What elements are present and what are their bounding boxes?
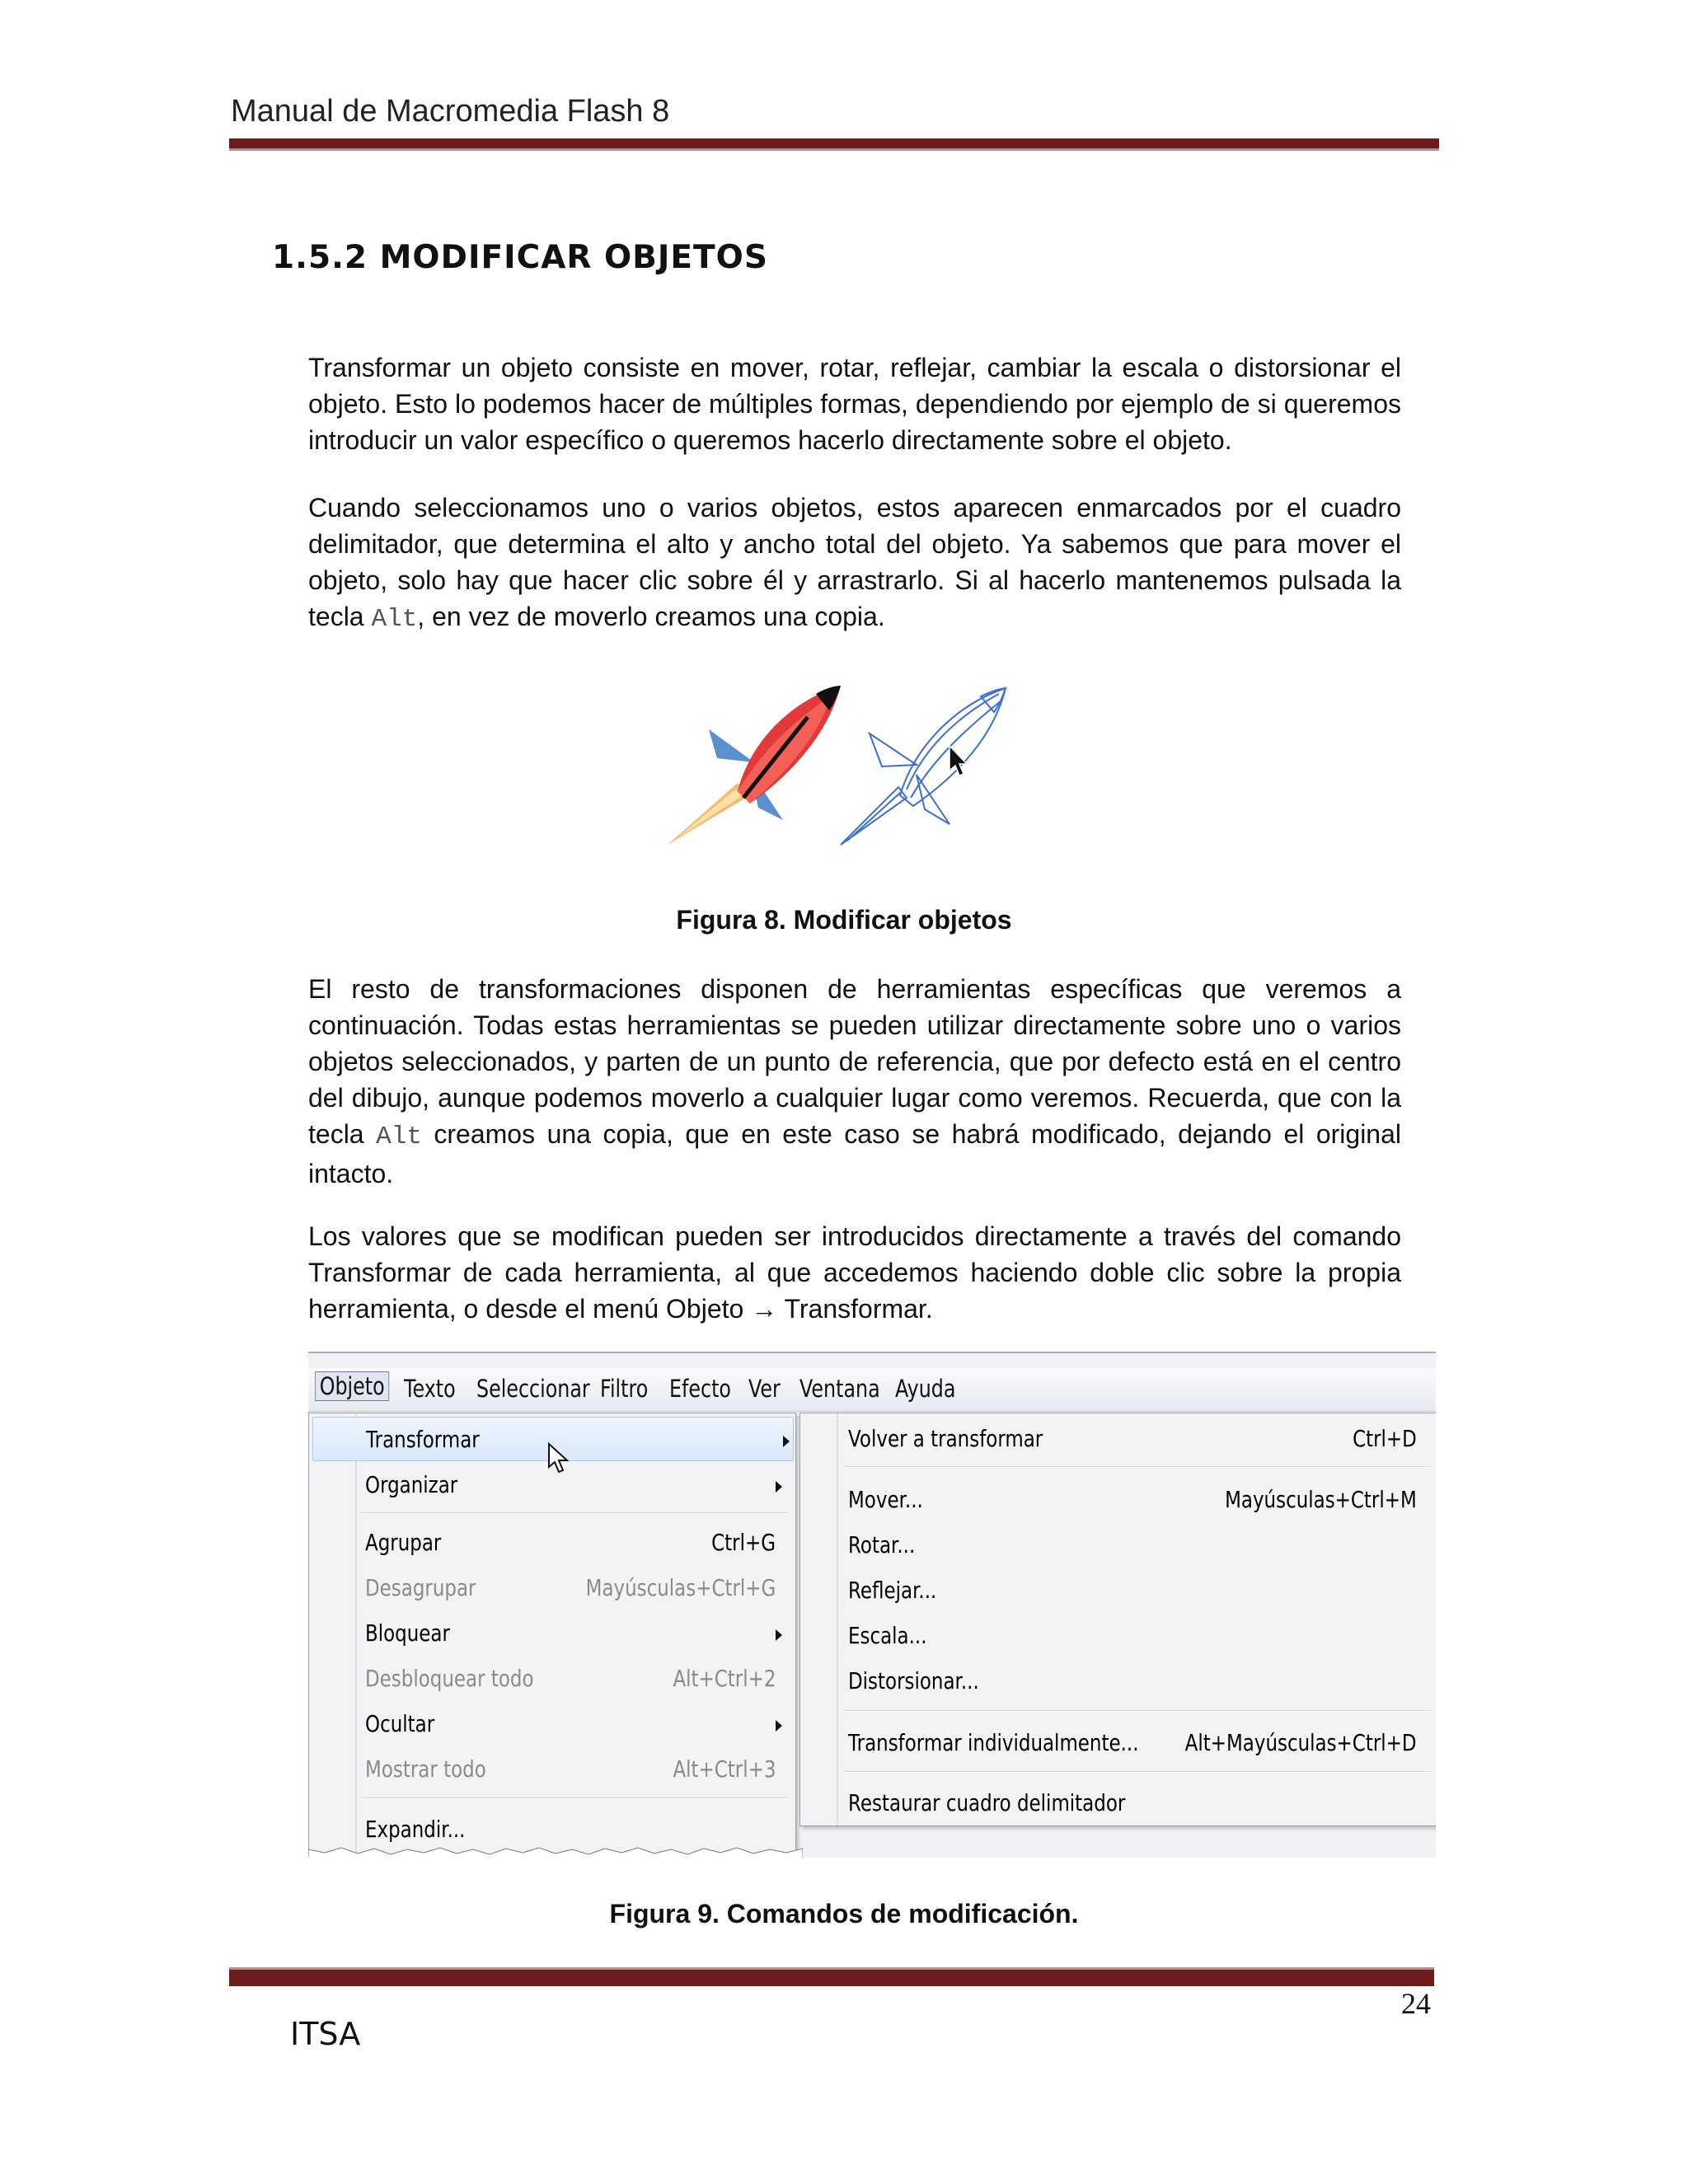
alt-key-label: Alt bbox=[371, 605, 418, 634]
submenu-arrow-icon bbox=[783, 1436, 790, 1447]
header-rule bbox=[229, 138, 1439, 148]
paragraph-3-text-a: El resto de transformaciones disponen de herramientas específicas que veremos a continuación. Todas estas herramientas se pueden utilizar directamente sobre uno o varios objetos seleccionados, y parten de un punto de referencia, que por defecto está en el centro del dibujo, aunque podemos moverlo a cualquier lugar como veremos. Recuerda, que con la tecla bbox=[308, 974, 1401, 1149]
alt-key-label: Alt bbox=[376, 1122, 422, 1151]
header-title: Manual de Macromedia Flash 8 bbox=[231, 94, 670, 129]
menubar-item-filtro[interactable]: Filtro bbox=[600, 1375, 649, 1403]
menu-item-escala[interactable]: Escala... bbox=[848, 1622, 927, 1649]
torn-edge bbox=[308, 1844, 803, 1858]
menu-item-agrupar[interactable]: Agrupar Ctrl+G bbox=[365, 1529, 776, 1556]
menu-item-distorsionar[interactable]: Distorsionar... bbox=[848, 1667, 979, 1694]
submenu-arrow-icon bbox=[776, 1720, 782, 1732]
menu-item-desbloquear-todo: Desbloquear todo Alt+Ctrl+2 bbox=[365, 1665, 776, 1692]
figure-9-caption: Figura 9. Comandos de modificación. bbox=[609, 1899, 1079, 1929]
figure-8-rockets bbox=[659, 684, 1022, 849]
menubar-item-ver[interactable]: Ver bbox=[748, 1375, 781, 1403]
menu-item-organizar[interactable]: Organizar bbox=[363, 1463, 785, 1506]
rocket-icon bbox=[668, 686, 841, 845]
menu-item-transformar[interactable]: Transformar bbox=[312, 1417, 794, 1461]
menu-item-expandir[interactable]: Expandir... bbox=[365, 1816, 466, 1843]
menu-item-bloquear[interactable]: Bloquear bbox=[363, 1611, 785, 1654]
paragraph-2-text-b: , en vez de moverlo creamos una copia. bbox=[417, 602, 885, 631]
menubar-item-ayuda[interactable]: Ayuda bbox=[895, 1375, 956, 1403]
page-number: 24 bbox=[1401, 1987, 1431, 2020]
menubar-item-objeto[interactable]: Objeto bbox=[315, 1371, 389, 1401]
rocket-outline-icon bbox=[841, 688, 1006, 845]
cursor-arrow-icon bbox=[950, 746, 967, 776]
paragraph-2 bbox=[308, 490, 1401, 638]
figure-8-caption: Figura 8. Modificar objetos bbox=[676, 905, 1012, 935]
menubar bbox=[308, 1368, 1436, 1412]
menu-item-transformar-individualmente[interactable]: Transformar individualmente... Alt+Mayúsculas+Ctrl+D bbox=[848, 1729, 1417, 1756]
submenu-arrow-icon bbox=[776, 1481, 782, 1493]
menu-item-reflejar[interactable]: Reflejar... bbox=[848, 1577, 937, 1604]
paragraph-4: Los valores que se modifican pueden ser introducidos directamente a través del comando Transformar de cada herramienta, al que accedemos haciendo doble clic sobre la propia herramienta, o desde el menú Objeto → Transformar. bbox=[308, 1221, 1401, 1324]
paragraph-2-text-a: Cuando seleccionamos uno o varios objetos, estos aparecen enmarcados por el cuadro delimitador, que determina el alto y ancho total del objeto. Ya sabemos que para mover el objeto, solo hay que hacer clic sobre él y arrastrarlo. Si al hacerlo mantenemos pulsada la tecla bbox=[308, 493, 1401, 631]
paragraph-3 bbox=[308, 971, 1401, 1192]
menu-item-volver-a-transformar[interactable]: Volver a transformar Ctrl+D bbox=[848, 1425, 1417, 1452]
menu-item-mostrar-todo: Mostrar todo Alt+Ctrl+3 bbox=[365, 1755, 776, 1783]
footer-org: ITSA bbox=[290, 2016, 361, 2052]
menu-item-desagrupar: Desagrupar Mayúsculas+Ctrl+G bbox=[365, 1574, 776, 1601]
section-title: 1.5.2 MODIFICAR OBJETOS bbox=[272, 239, 768, 276]
menu-item-restaurar-cuadro-delimitador[interactable]: Restaurar cuadro delimitador bbox=[848, 1789, 1126, 1816]
menubar-item-ventana[interactable]: Ventana bbox=[799, 1375, 880, 1403]
menu-item-mover[interactable]: Mover... Mayúsculas+Ctrl+M bbox=[848, 1486, 1417, 1513]
submenu-arrow-icon bbox=[776, 1629, 782, 1641]
objeto-menu bbox=[308, 1413, 796, 1858]
paragraph-3-text-b: creamos una copia, que en este caso se habrá modificado, dejando el original intacto. bbox=[308, 1119, 1402, 1188]
menubar-item-efecto[interactable]: Efecto bbox=[669, 1375, 731, 1403]
menubar-item-seleccionar[interactable]: Seleccionar bbox=[476, 1375, 590, 1403]
paragraph-1: Transformar un objeto consiste en mover, rotar, reflejar, cambiar la escala o distorsionar el objeto. Esto lo podemos hacer de múltiples formas, dependiendo por ejemplo de si queremos introducir un valor específico o queremos hacerlo directamente sobre el objeto. bbox=[308, 353, 1401, 455]
footer-rule bbox=[229, 1970, 1434, 1986]
menu-item-rotar[interactable]: Rotar... bbox=[848, 1531, 916, 1558]
figure-9-menu-screenshot bbox=[308, 1352, 1436, 1858]
menubar-item-texto[interactable]: Texto bbox=[404, 1375, 456, 1403]
menu-item-ocultar[interactable]: Ocultar bbox=[363, 1702, 785, 1745]
transformar-submenu bbox=[799, 1413, 1436, 1826]
